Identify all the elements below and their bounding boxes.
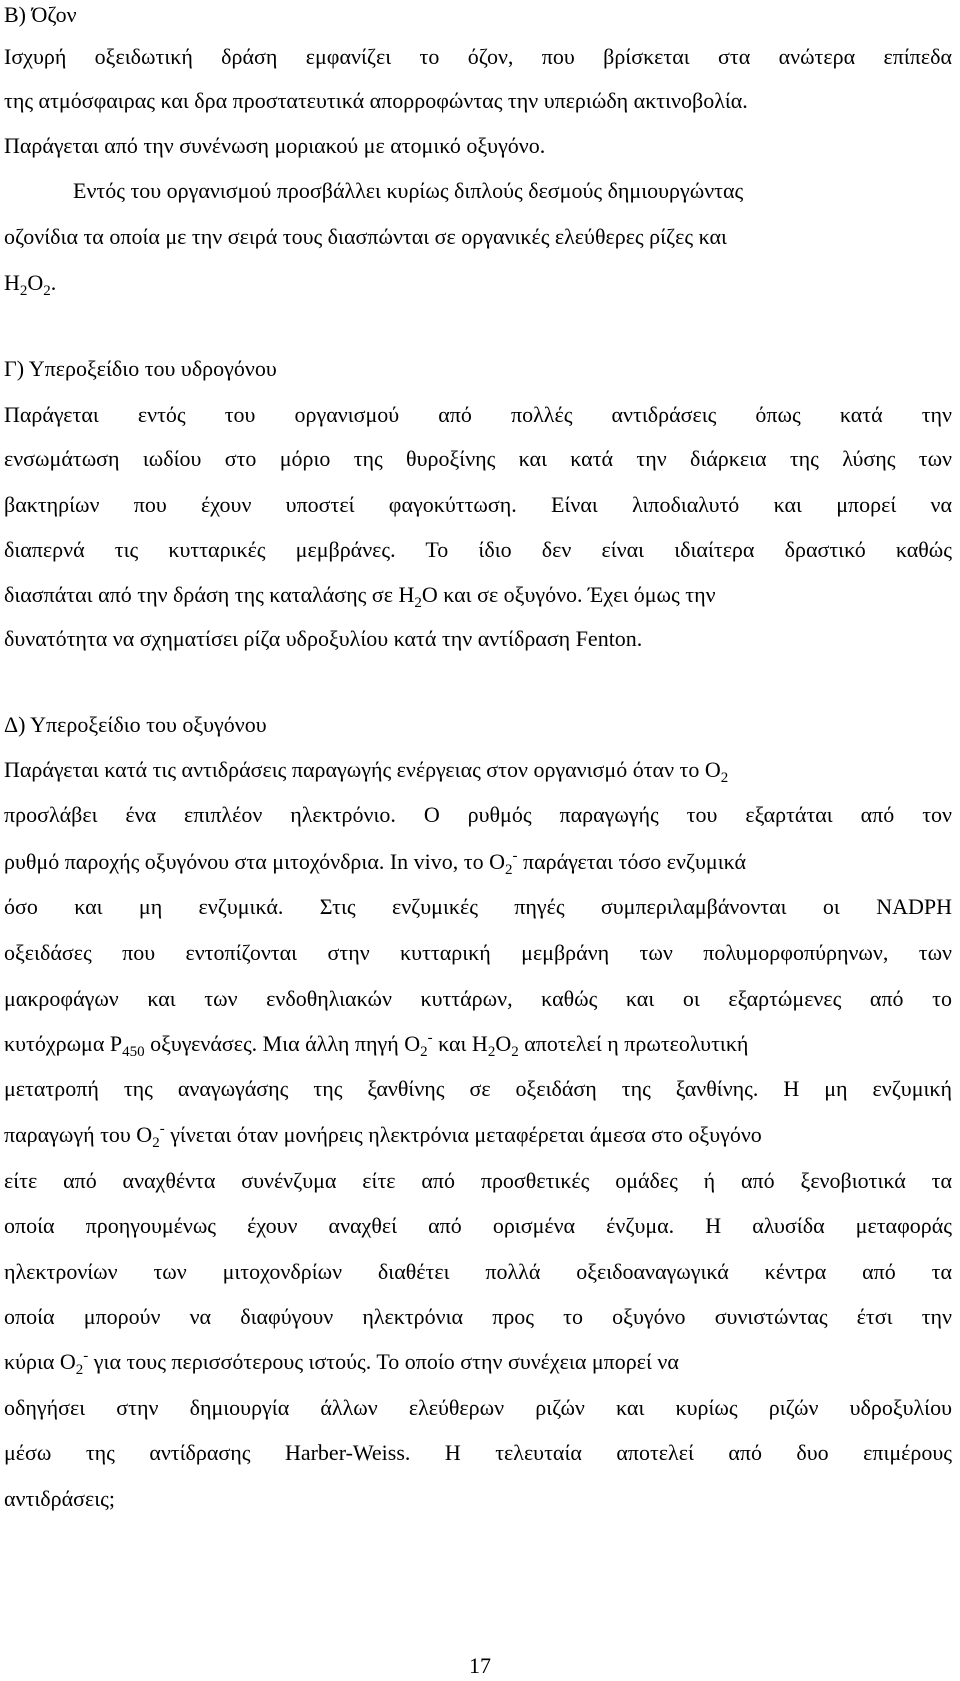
superoxide-line-3: ρυθμό παροχής οξυγόνου στα μιτοχόνδρια. In vivo, το $O_2^-$ παράγεται τόσο ενζυμικά [4, 848, 747, 878]
peroxide-line-1: Παράγεται εντός του οργανισμού από πολλές αντιδράσεις όπως κατά την [4, 402, 952, 427]
superoxide-line-5: οξειδάσες που εντοπίζονται στην κυτταρική μεμβράνη των πολυμορφοπύρηνων, των [4, 940, 952, 965]
ozone-line-5: οζονίδια τα οποία με την σειρά τους διασπώνται σε οργανικές ελεύθερες ρίζες και [4, 224, 727, 249]
superoxide-line-1: Παράγεται κατά τις αντιδράσεις παραγωγής ενέργειας στον οργανισμό όταν το $O_2$ [4, 757, 729, 786]
ozone-line-4: Εντός του οργανισμού προσβάλλει κυρίως διπλούς δεσμούς δημιουργώντας [73, 178, 744, 203]
superoxide-line-2: προσλάβει ένα επιπλέον ηλεκτρόνιο. Ο ρυθμός παραγωγής του εξαρτάται από τον [4, 802, 952, 827]
superoxide-line-6: μακροφάγων και των ενδοθηλιακών κυττάρων, καθώς και οι εξαρτώμενες από το [4, 986, 952, 1011]
section-heading-peroxide: Γ) Υπεροξείδιο του υδρογόνου [4, 356, 277, 381]
peroxide-line-4: διαπερνά τις κυτταρικές μεμβράνες. Το ίδιο δεν είναι ιδιαίτερα δραστικό καθώς [4, 537, 952, 562]
superoxide-line-11: οποία προηγουμένως έχουν αναχθεί από ορισμένα ένζυμα. Η αλυσίδα μεταφοράς [4, 1213, 952, 1238]
superoxide-line-8: μετατροπή της αναγωγάσης της ξανθίνης σε οξειδάση της ξανθίνης. Η μη ενζυμική [4, 1076, 952, 1101]
peroxide-line-6: δυνατότητα να σχηματίσει ρίζα υδροξυλίου κατά την αντίδραση Fenton. [4, 626, 643, 651]
superoxide-line-16: μέσω της αντίδρασης Harber-Weiss. Η τελευταία αποτελεί από δυο επιμέρους [4, 1440, 952, 1465]
superoxide-line-9: παραγωγή του $O_2^-$ γίνεται όταν μονήρεις ηλεκτρόνια μεταφέρεται άμεσα στο οξυγόνο [4, 1121, 762, 1151]
superoxide-line-12: ηλεκτρονίων των μιτοχονδρίων διαθέτει πολλά οξειδοαναγωγικά κέντρα από τα [4, 1259, 952, 1284]
superoxide-line-15: οδηγήσει στην δημιουργία άλλων ελεύθερων ριζών και κυρίως ριζών υδροξυλίου [4, 1395, 952, 1420]
page-number: 17 [469, 1653, 491, 1678]
ozone-line-3: Παράγεται από την συνένωση μοριακού με ατομικό οξυγόνο. [4, 133, 546, 158]
peroxide-line-3: βακτηρίων που έχουν υποστεί φαγοκύττωση. Είναι λιποδιαλυτό και μπορεί να [4, 492, 952, 517]
section-heading-superoxide: Δ) Υπεροξείδιο του οξυγόνου [4, 712, 267, 737]
superoxide-line-10: είτε από αναχθέντα συνένζυμα είτε από προσθετικές ομάδες ή από ξενοβιοτικά τα [4, 1168, 952, 1193]
superoxide-line-17: αντιδράσεις; [4, 1486, 115, 1511]
superoxide-line-7: κυτόχρωμα $P_{450}$ οξυγενάσες. Μια άλλη πηγή $O_2^-$ και $H_2O_2$ αποτελεί η πρωτεολυτική [4, 1030, 749, 1060]
section-heading-ozone: Β) Όζον [4, 2, 77, 27]
ozone-formula: $H_2O_2$. [4, 270, 57, 299]
peroxide-line-2: ενσωμάτωση ιωδίου στο μόριο της θυροξίνης και κατά την διάρκεια της λύσης των [4, 446, 952, 471]
superoxide-line-14: κύρια $O_2^-$ για τους περισσότερους ιστούς. Το οποίο στην συνέχεια μπορεί να [4, 1348, 679, 1378]
ozone-line-2: της ατμόσφαιρας και δρα προστατευτικά απορροφώντας την υπεριώδη ακτινοβολία. [4, 88, 748, 113]
superoxide-line-4: όσο και μη ενζυμικά. Στις ενζυμικές πηγές συμπεριλαμβάνονται οι NADPH [4, 894, 952, 919]
ozone-line-1: Ισχυρή οξειδωτική δράση εμφανίζει το όζον, που βρίσκεται στα ανώτερα επίπεδα [4, 44, 952, 69]
superoxide-line-13: οποία μπορούν να διαφύγουν ηλεκτρόνια προς το οξυγόνο συνιστώντας έτσι την [4, 1304, 952, 1329]
peroxide-line-5: διασπάται από την δράση της καταλάσης σε $H_2O$ και σε οξυγόνο. Έχει όμως την [4, 582, 716, 611]
